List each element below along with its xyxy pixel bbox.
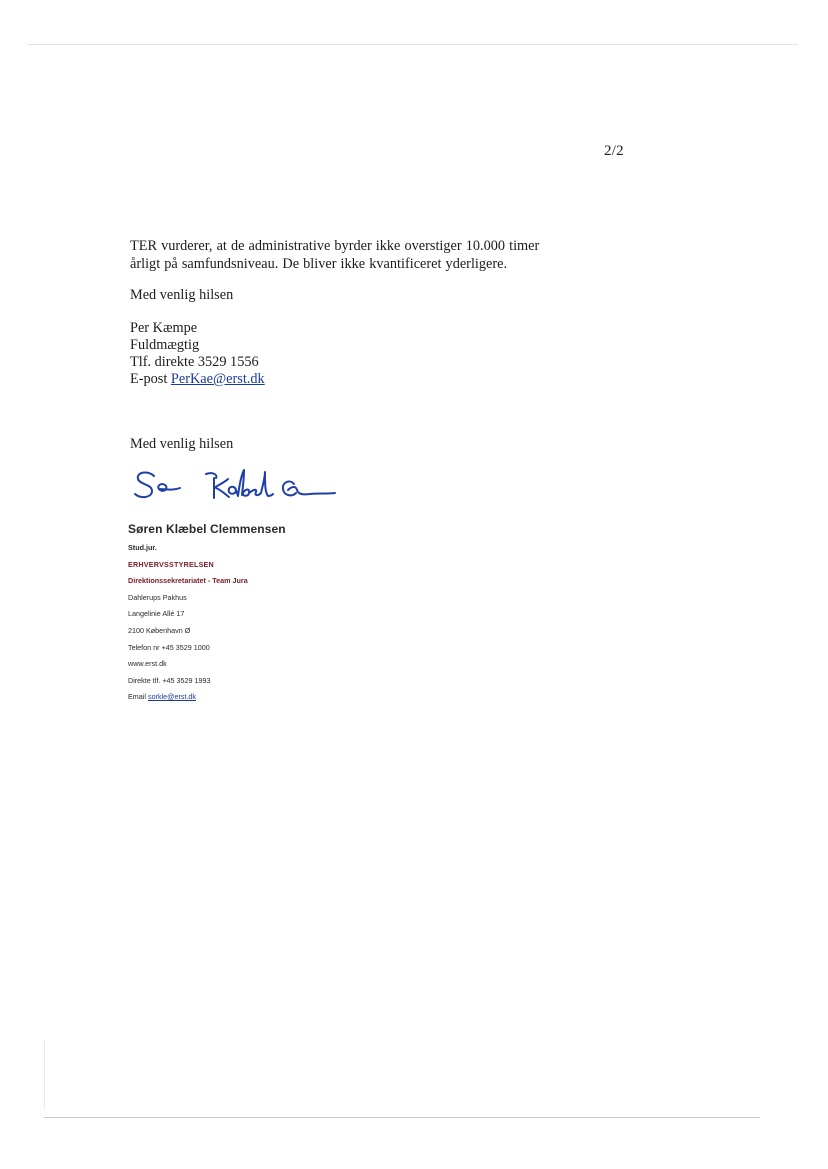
handwritten-signature — [132, 462, 342, 506]
body-line-2: årligt på samfundsniveau. De bliver ikke kvantificeret yderligere. — [130, 256, 508, 272]
scan-edge-top — [28, 44, 798, 45]
body-paragraph — [130, 237, 570, 273]
address-city: 2100 København Ø — [128, 625, 191, 635]
contact-name: Per Kæmpe — [130, 320, 198, 336]
agency-name: ERHVERVSSTYRELSEN — [128, 559, 214, 569]
email-row — [128, 689, 286, 706]
scan-edge-left — [44, 1040, 45, 1110]
signatory-name: Søren Klæbel Clemmensen — [128, 522, 286, 536]
closing-greeting-1: Med venlig hilsen — [130, 287, 234, 303]
closing-greeting-2: Med venlig hilsen — [130, 436, 234, 452]
website: www.erst.dk — [128, 659, 167, 669]
email-label: Email — [128, 692, 148, 702]
phone-main: Telefon nr +45 3529 1000 — [128, 642, 210, 652]
contact-email-label: E-post — [130, 371, 171, 387]
scan-edge-bottom — [44, 1117, 760, 1118]
address-building: Dahlerups Pakhus — [128, 592, 187, 602]
phone-direct: Direkte tlf. +45 3529 1993 — [128, 675, 211, 685]
contact-phone: Tlf. direkte 3529 1556 — [130, 354, 259, 370]
email-link[interactable]: sorkle@erst.dk — [147, 692, 197, 702]
email-signature-block — [128, 522, 286, 706]
contact-title: Fuldmægtig — [130, 337, 200, 353]
agency-unit: Direktionssekretariatet - Team Jura — [128, 576, 248, 586]
body-line-1: TER vurderer, at de administrative byrder ikke overstiger 10.000 timer — [130, 238, 540, 254]
page-number: 2/2 — [604, 143, 624, 159]
contact-email-link[interactable]: PerKae@erst.dk — [170, 371, 265, 387]
contact-block — [130, 320, 265, 388]
signatory-title: Stud.jur. — [128, 543, 157, 552]
contact-email-row — [130, 371, 265, 388]
address-street: Langelinie Allé 17 — [128, 609, 185, 619]
